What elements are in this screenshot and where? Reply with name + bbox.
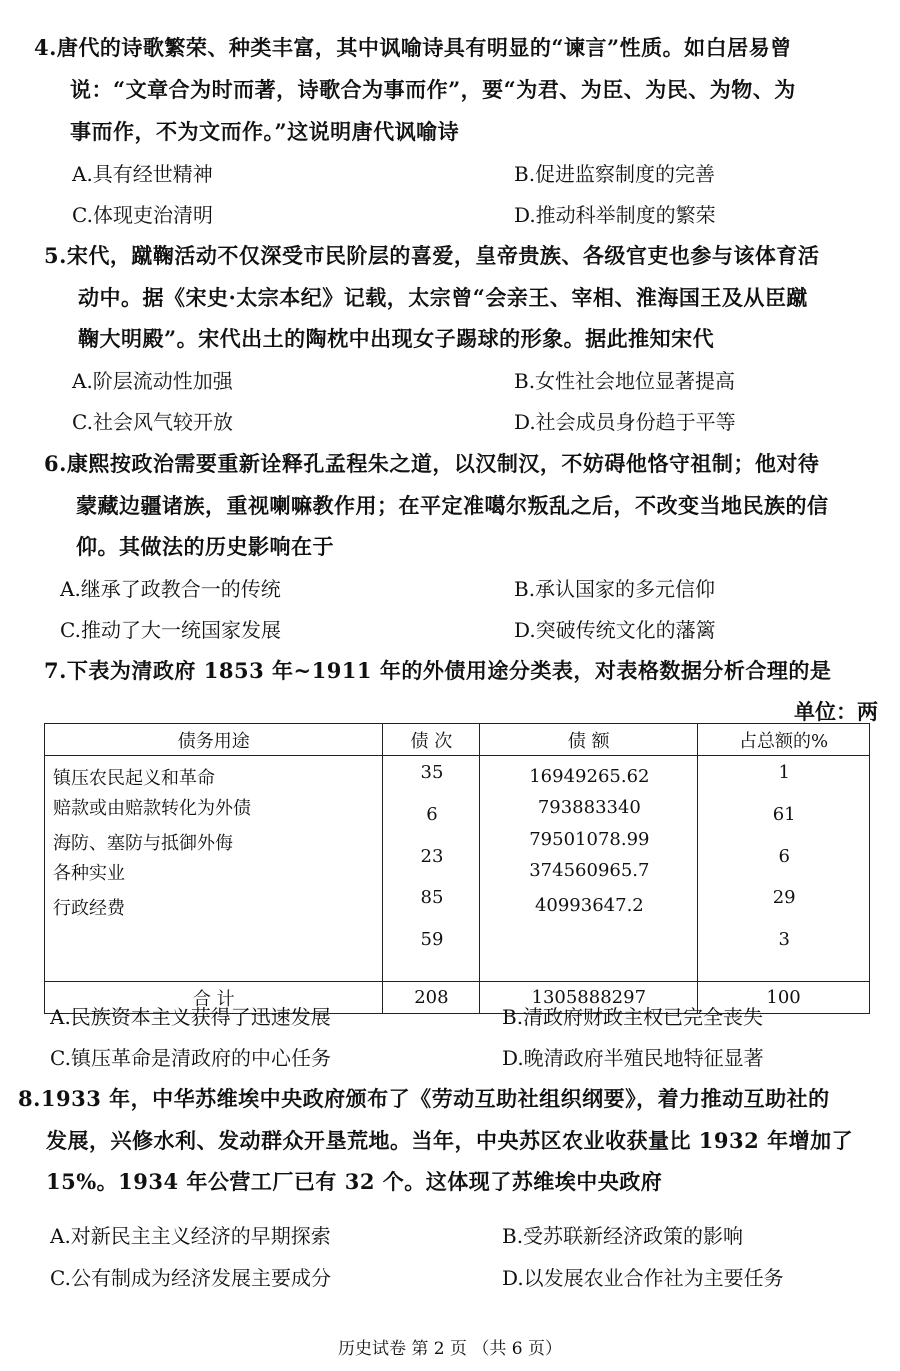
amount-item: 793883340 <box>537 797 641 818</box>
option-4c[interactable]: C.体现吏治清明 <box>72 203 213 227</box>
option-5b[interactable]: B.女性社会地位显著提高 <box>514 369 736 393</box>
amount-item: 40993647.2 <box>534 895 644 916</box>
question-7-line-1: 7.下表为清政府 1853 年~1911 年的外债用途分类表，对表格数据分析合理的是 <box>44 658 832 683</box>
amount-item: 16949265.62 <box>529 766 650 787</box>
total-amount: 1305888297 <box>480 982 698 1014</box>
percent-item: 61 <box>772 804 796 825</box>
option-7a[interactable]: A.民族资本主义获得了迅速发展 <box>50 1005 331 1029</box>
purpose-item: 各种实业 <box>53 863 125 884</box>
question-6-line-1: 6.康熙按政治需要重新诠释孔孟程朱之道，以汉制汉，不妨碍他恪守祖制；他对待 <box>44 451 820 476</box>
percent-item: 3 <box>778 929 790 950</box>
count-item: 6 <box>426 804 438 825</box>
total-count: 208 <box>383 982 480 1014</box>
percent-cell <box>698 756 870 982</box>
option-5d[interactable]: D.社会成员身份趋于平等 <box>514 410 736 434</box>
option-7c[interactable]: C.镇压革命是清政府的中心任务 <box>50 1046 331 1070</box>
option-4b[interactable]: B.促进监察制度的完善 <box>514 162 716 186</box>
option-8c[interactable]: C.公有制成为经济发展主要成分 <box>50 1266 331 1290</box>
option-8b[interactable]: B.受苏联新经济政策的影响 <box>502 1224 744 1248</box>
option-6a[interactable]: A.继承了政教合一的传统 <box>60 577 281 601</box>
purpose-item: 镇压农民起义和革命 <box>53 768 215 789</box>
question-4-line-1: 4.唐代的诗歌繁荣、种类丰富，其中讽喻诗具有明显的“谏言”性质。如白居易曾 <box>34 35 792 60</box>
count-cell <box>383 756 480 982</box>
count-item: 85 <box>420 887 444 908</box>
purpose-item: 行政经费 <box>53 898 125 919</box>
header-count: 债 次 <box>383 724 480 756</box>
option-5a[interactable]: A.阶层流动性加强 <box>72 369 233 393</box>
purpose-cell <box>45 756 383 982</box>
amount-item: 79501078.99 <box>529 829 650 850</box>
question-5-line-1: 5.宋代，蹴鞠活动不仅深受市民阶层的喜爱，皇帝贵族、各级官吏也参与该体育活 <box>44 243 820 268</box>
foreign-debt-table <box>44 723 870 1014</box>
option-6d[interactable]: D.突破传统文化的藩篱 <box>514 618 716 642</box>
question-8-line-1: 8.1933 年，中华苏维埃中央政府颁布了《劳动互助社组织纲要》，着力推动互助社的 <box>18 1086 830 1111</box>
question-6-line-3: 仰。其做法的历史影响在于 <box>76 534 334 559</box>
percent-item: 1 <box>778 762 790 783</box>
amount-cell <box>480 756 698 982</box>
option-6c[interactable]: C.推动了大一统国家发展 <box>60 618 281 642</box>
percent-item: 6 <box>778 846 790 867</box>
question-6-line-2: 蒙藏边疆诸族，重视喇嘛教作用；在平定准噶尔叛乱之后，不改变当地民族的信 <box>76 493 829 518</box>
count-item: 23 <box>420 846 444 867</box>
option-8a[interactable]: A.对新民主主义经济的早期探索 <box>50 1224 331 1248</box>
question-5-line-3: 鞠大明殿”。宋代出土的陶枕中出现女子踢球的形象。据此推知宋代 <box>78 326 715 351</box>
option-6b[interactable]: B.承认国家的多元信仰 <box>514 577 716 601</box>
amount-item: 374560965.7 <box>529 860 650 881</box>
question-4-line-2: 说：“文章合为时而著，诗歌合为事而作”，要“为君、为臣、为民、为物、为 <box>70 77 796 102</box>
purpose-item: 赔款或由赔款转化为外债 <box>53 798 251 819</box>
count-item: 59 <box>420 929 444 950</box>
header-purpose: 债务用途 <box>45 724 383 756</box>
question-4-line-3: 事而作，不为文而作。”这说明唐代讽喻诗 <box>70 119 460 144</box>
question-5-line-2: 动中。据《宋史·太宗本纪》记载，太宗曾“会亲王、宰相、淮海国王及从臣蹴 <box>78 285 808 310</box>
purpose-item: 海防、塞防与抵御外侮 <box>53 833 233 854</box>
table-header-row <box>45 724 870 756</box>
total-label: 合 计 <box>45 982 383 1014</box>
page-footer: 历史试卷 第 2 页 （共 6 页） <box>337 1339 563 1359</box>
question-8-line-2: 发展，兴修水利、发动群众开垦荒地。当年，中央苏区农业收获量比 1932 年增加了 <box>46 1128 854 1153</box>
table-body-row <box>45 756 870 982</box>
option-5c[interactable]: C.社会风气较开放 <box>72 410 233 434</box>
option-4d[interactable]: D.推动科举制度的繁荣 <box>514 203 716 227</box>
total-percent: 100 <box>698 982 870 1014</box>
header-percent: 占总额的% <box>698 724 870 756</box>
count-item: 35 <box>420 762 444 783</box>
header-amount: 债 额 <box>480 724 698 756</box>
option-7b[interactable]: B.清政府财政主权已完全丧失 <box>502 1005 764 1029</box>
option-7d[interactable]: D.晚清政府半殖民地特征显著 <box>502 1046 764 1070</box>
unit-label: 单位：两 <box>794 699 878 724</box>
option-4a[interactable]: A.具有经世精神 <box>72 162 213 186</box>
percent-item: 29 <box>772 887 796 908</box>
question-8-line-3: 15%。1934 年公营工厂已有 32 个。这体现了苏维埃中央政府 <box>46 1169 663 1194</box>
option-8d[interactable]: D.以发展农业合作社为主要任务 <box>502 1266 784 1290</box>
